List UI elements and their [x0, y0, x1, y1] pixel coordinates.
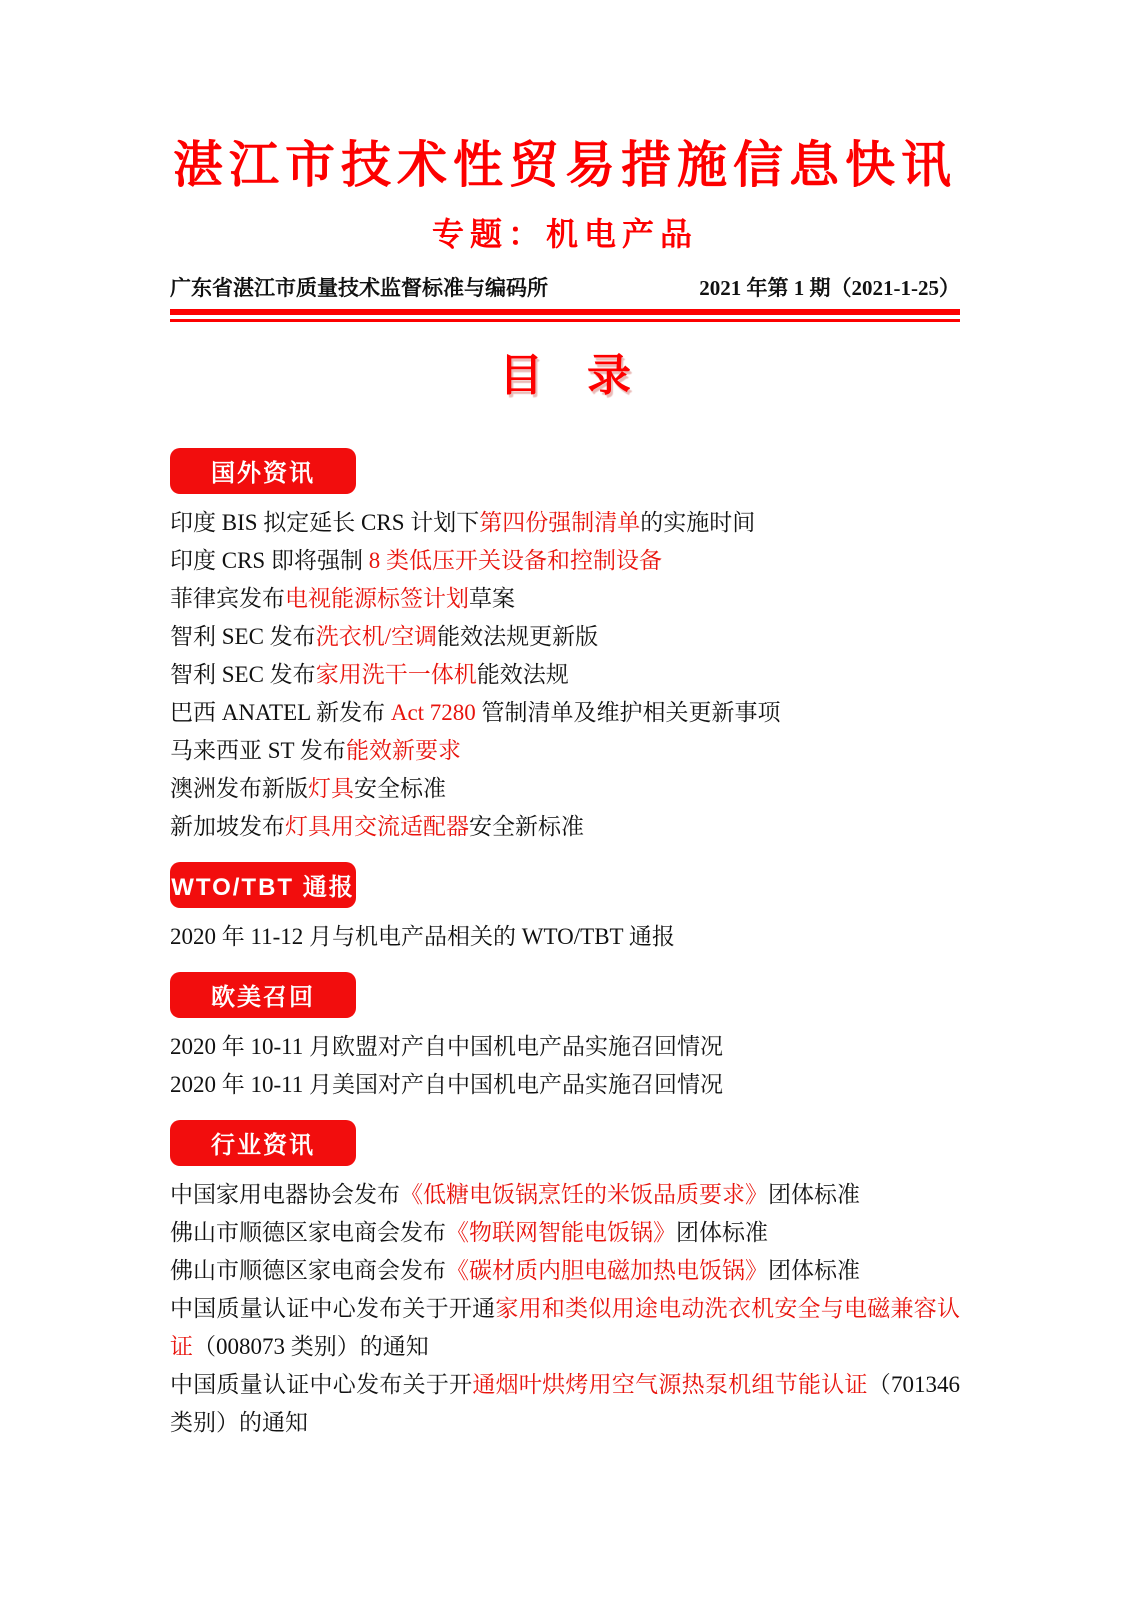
page-subtitle: 专题：机电产品 — [431, 215, 698, 252]
toc-item — [170, 504, 960, 542]
toc-item-text: 中国质量认证中心发布关于开通 — [170, 1295, 496, 1321]
section-button-foreign-news[interactable]: 国外资讯 — [170, 448, 356, 494]
toc-item-text: 新加坡发布 — [170, 813, 285, 839]
toc-item-highlight: 《碳材质内胆电磁加热电饭锅》 — [446, 1257, 768, 1283]
toc-item-text: 中国质量认证中心发布关于开 — [170, 1371, 473, 1397]
toc-item-highlight: 《物联网智能电饭锅》 — [446, 1219, 676, 1245]
toc-item — [170, 618, 960, 656]
page-title: 湛江市技术性贸易措施信息快讯 — [173, 137, 957, 193]
rule-thin-bar — [170, 319, 960, 322]
toc-item-text: 团体标准 — [768, 1181, 860, 1207]
section-item-list-wto-tbt-notifications — [170, 918, 960, 956]
toc-item-text: （701346 类别）的通知 — [170, 1371, 961, 1435]
toc-item-text: 马来西亚 ST 发布 — [170, 737, 346, 763]
toc-item-text: 智利 SEC 发布 — [170, 623, 316, 649]
section-item-list-eu-us-recalls — [170, 1028, 960, 1104]
toc-item-highlight: 能效新要求 — [345, 737, 461, 763]
toc-item-highlight: 通烟叶烘烤用空气源热泵机组节能认证 — [472, 1371, 868, 1397]
toc-item — [170, 694, 960, 732]
toc-item-text: 巴西 ANATEL 新发布 — [170, 699, 391, 725]
toc-item-highlight: 第四份强制清单 — [479, 509, 641, 535]
toc-item-text: 印度 CRS 即将强制 — [170, 547, 369, 573]
toc-item — [170, 1366, 960, 1442]
toc-item-text: 的实施时间 — [640, 509, 756, 535]
toc-item-text: 中国家用电器协会发布 — [170, 1181, 400, 1207]
toc-item-text: 菲律宾发布 — [170, 585, 285, 611]
toc-item-highlight: 8 类低压开关设备和控制设备 — [368, 547, 662, 573]
section-item-list-industry-news — [170, 1176, 960, 1442]
toc-item-text: 草案 — [469, 585, 515, 611]
toc-title: 目 录 — [499, 351, 631, 401]
toc-item — [170, 542, 960, 580]
toc-item-text: 能效法规更新版 — [437, 623, 599, 649]
toc-item — [170, 808, 960, 846]
toc-item — [170, 1214, 960, 1252]
toc-item-text: 印度 BIS 拟定延长 CRS 计划下 — [170, 509, 480, 535]
toc-item-text: 安全新标准 — [469, 813, 584, 839]
toc-item — [170, 918, 960, 956]
toc-item-text: 2020 年 10-11 月美国对产自中国机电产品实施召回情况 — [170, 1071, 724, 1097]
section-item-list-foreign-news — [170, 504, 960, 846]
toc-item-text: （008073 类别）的通知 — [193, 1333, 429, 1359]
toc-sections — [170, 448, 960, 1442]
toc-item-highlight: 洗衣机/空调 — [315, 623, 438, 649]
toc-item-text: 团体标准 — [676, 1219, 768, 1245]
toc-item — [170, 1028, 960, 1066]
toc-item-highlight: 《低糖电饭锅烹饪的米饭品质要求》 — [400, 1181, 768, 1207]
section-button-wto-tbt-notifications[interactable]: WTO/TBT 通报 — [170, 862, 356, 908]
toc-item-highlight: Act 7280 — [390, 699, 476, 725]
toc-item — [170, 580, 960, 618]
toc-item — [170, 732, 960, 770]
toc-item — [170, 1176, 960, 1214]
section-button-industry-news[interactable]: 行业资讯 — [170, 1120, 356, 1166]
toc-item — [170, 656, 960, 694]
toc-item-highlight: 灯具用交流适配器 — [285, 813, 469, 839]
issue-info-row — [170, 275, 960, 302]
publisher-name: 广东省湛江市质量技术监督标准与编码所 — [170, 276, 548, 301]
toc-item — [170, 770, 960, 808]
section-button-eu-us-recalls[interactable]: 欧美召回 — [170, 972, 356, 1018]
toc-item — [170, 1252, 960, 1290]
toc-item-text: 2020 年 11-12 月与机电产品相关的 WTO/TBT 通报 — [170, 923, 675, 949]
toc-item-text: 团体标准 — [768, 1257, 860, 1283]
toc-item-text: 安全标准 — [354, 775, 446, 801]
toc-item-text: 智利 SEC 发布 — [170, 661, 316, 687]
double-rule-divider — [170, 309, 960, 322]
issue-number: 2021 年第 1 期（2021-1-25） — [699, 276, 960, 301]
toc-item-text: 佛山市顺德区家电商会发布 — [170, 1257, 446, 1283]
toc-item-text: 佛山市顺德区家电商会发布 — [170, 1219, 446, 1245]
rule-thick-bar — [170, 309, 960, 315]
toc-item — [170, 1290, 960, 1366]
toc-item-highlight: 家用和类似用途电动洗衣机安全与电磁兼容认证 — [170, 1295, 961, 1359]
toc-item-text: 澳洲发布新版 — [170, 775, 308, 801]
toc-item-highlight: 灯具 — [308, 775, 354, 801]
toc-item-text: 能效法规 — [476, 661, 569, 687]
toc-item-highlight: 家用洗干一体机 — [315, 661, 477, 687]
toc-item-highlight: 电视能源标签计划 — [285, 585, 469, 611]
toc-item-text: 管制清单及维护相关更新事项 — [475, 699, 781, 725]
toc-item-text: 2020 年 10-11 月欧盟对产自中国机电产品实施召回情况 — [170, 1033, 724, 1059]
toc-item — [170, 1066, 960, 1104]
